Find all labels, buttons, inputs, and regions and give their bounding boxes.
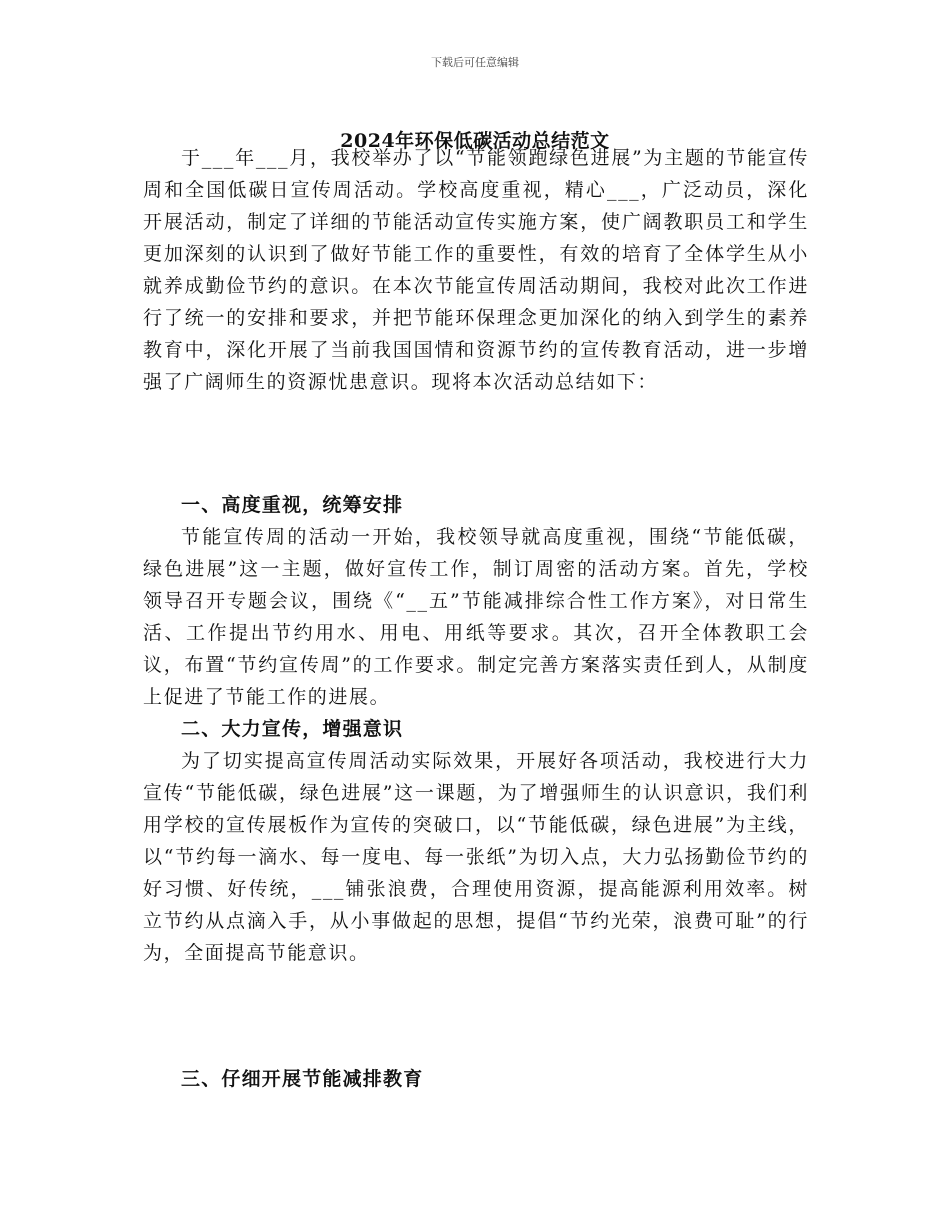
section-paragraph-1: 节能宣传周的活动一开始，我校领导就高度重视，围绕“节能低碳，绿色进展”这一主题，做好宣传工作，制订周密的活动方案。首先，学校领导召开专题会议，围绕《“__五”节能减排综合性工作方案》，对日常生活、工作提出节约用水、用电、用纸等要求。其次，召开全体教职工会议，布置“节约宣传周”的工作要求。制定完善方案落实责任到人，从制度上促进了节能工作的进展。 — [143, 526, 809, 708]
document-title: 2024年环保低碳活动总结范文 — [340, 130, 610, 152]
intro-paragraph: 于___年___月，我校举办了以“节能领跑绿色进展”为主题的节能宣传周和全国低碳日宣传周活动。学校高度重视，精心___，广泛动员，深化开展活动，制定了详细的节能活动宣传实施方案，使广阔教职员工和学生更加深刻的认识到了做好节能工作的重要性，有效的培育了全体学生从小就养成勤俭节约的意识。在本次节能宣传周活动期间，我校对此次工作进行了统一的安排和要求，并把节能环保理念更加深化的纳入到学生的素养教育中，深化开展了当前我国国情和资源节约的宣传教育活动，进一步增强了广阔师生的资源忧患意识。现将本次活动总结如下： — [143, 147, 809, 393]
section-paragraph-2: 为了切实提高宣传周活动实际效果，开展好各项活动，我校进行大力宣传“节能低碳，绿色进展”这一课题，为了增强师生的认识意识，我们利用学校的宣传展板作为宣传的突破口，以“节能低碳，绿色进展”为主线，以“节约每一滴水、每一度电、每一张纸”为切入点，大力弘扬勤俭节约的好习惯、好传统，___铺张浪费，合理使用资源，提高能源利用效率。树立节约从点滴入手，从小事做起的思想，提倡“节约光荣，浪费可耻”的行为，全面提高节能意识。 — [143, 750, 809, 964]
page-header-note: 下载后可任意编辑 — [431, 56, 519, 69]
section-3-block — [143, 1063, 809, 1095]
section-heading-1: 一、高度重视，统筹安排 — [181, 494, 404, 516]
section-heading-3: 三、仔细开展节能减排教育 — [181, 1068, 424, 1090]
sections-block — [143, 489, 809, 969]
intro-block — [143, 142, 809, 398]
section-heading-2: 二、大力宣传，增强意识 — [181, 718, 404, 740]
